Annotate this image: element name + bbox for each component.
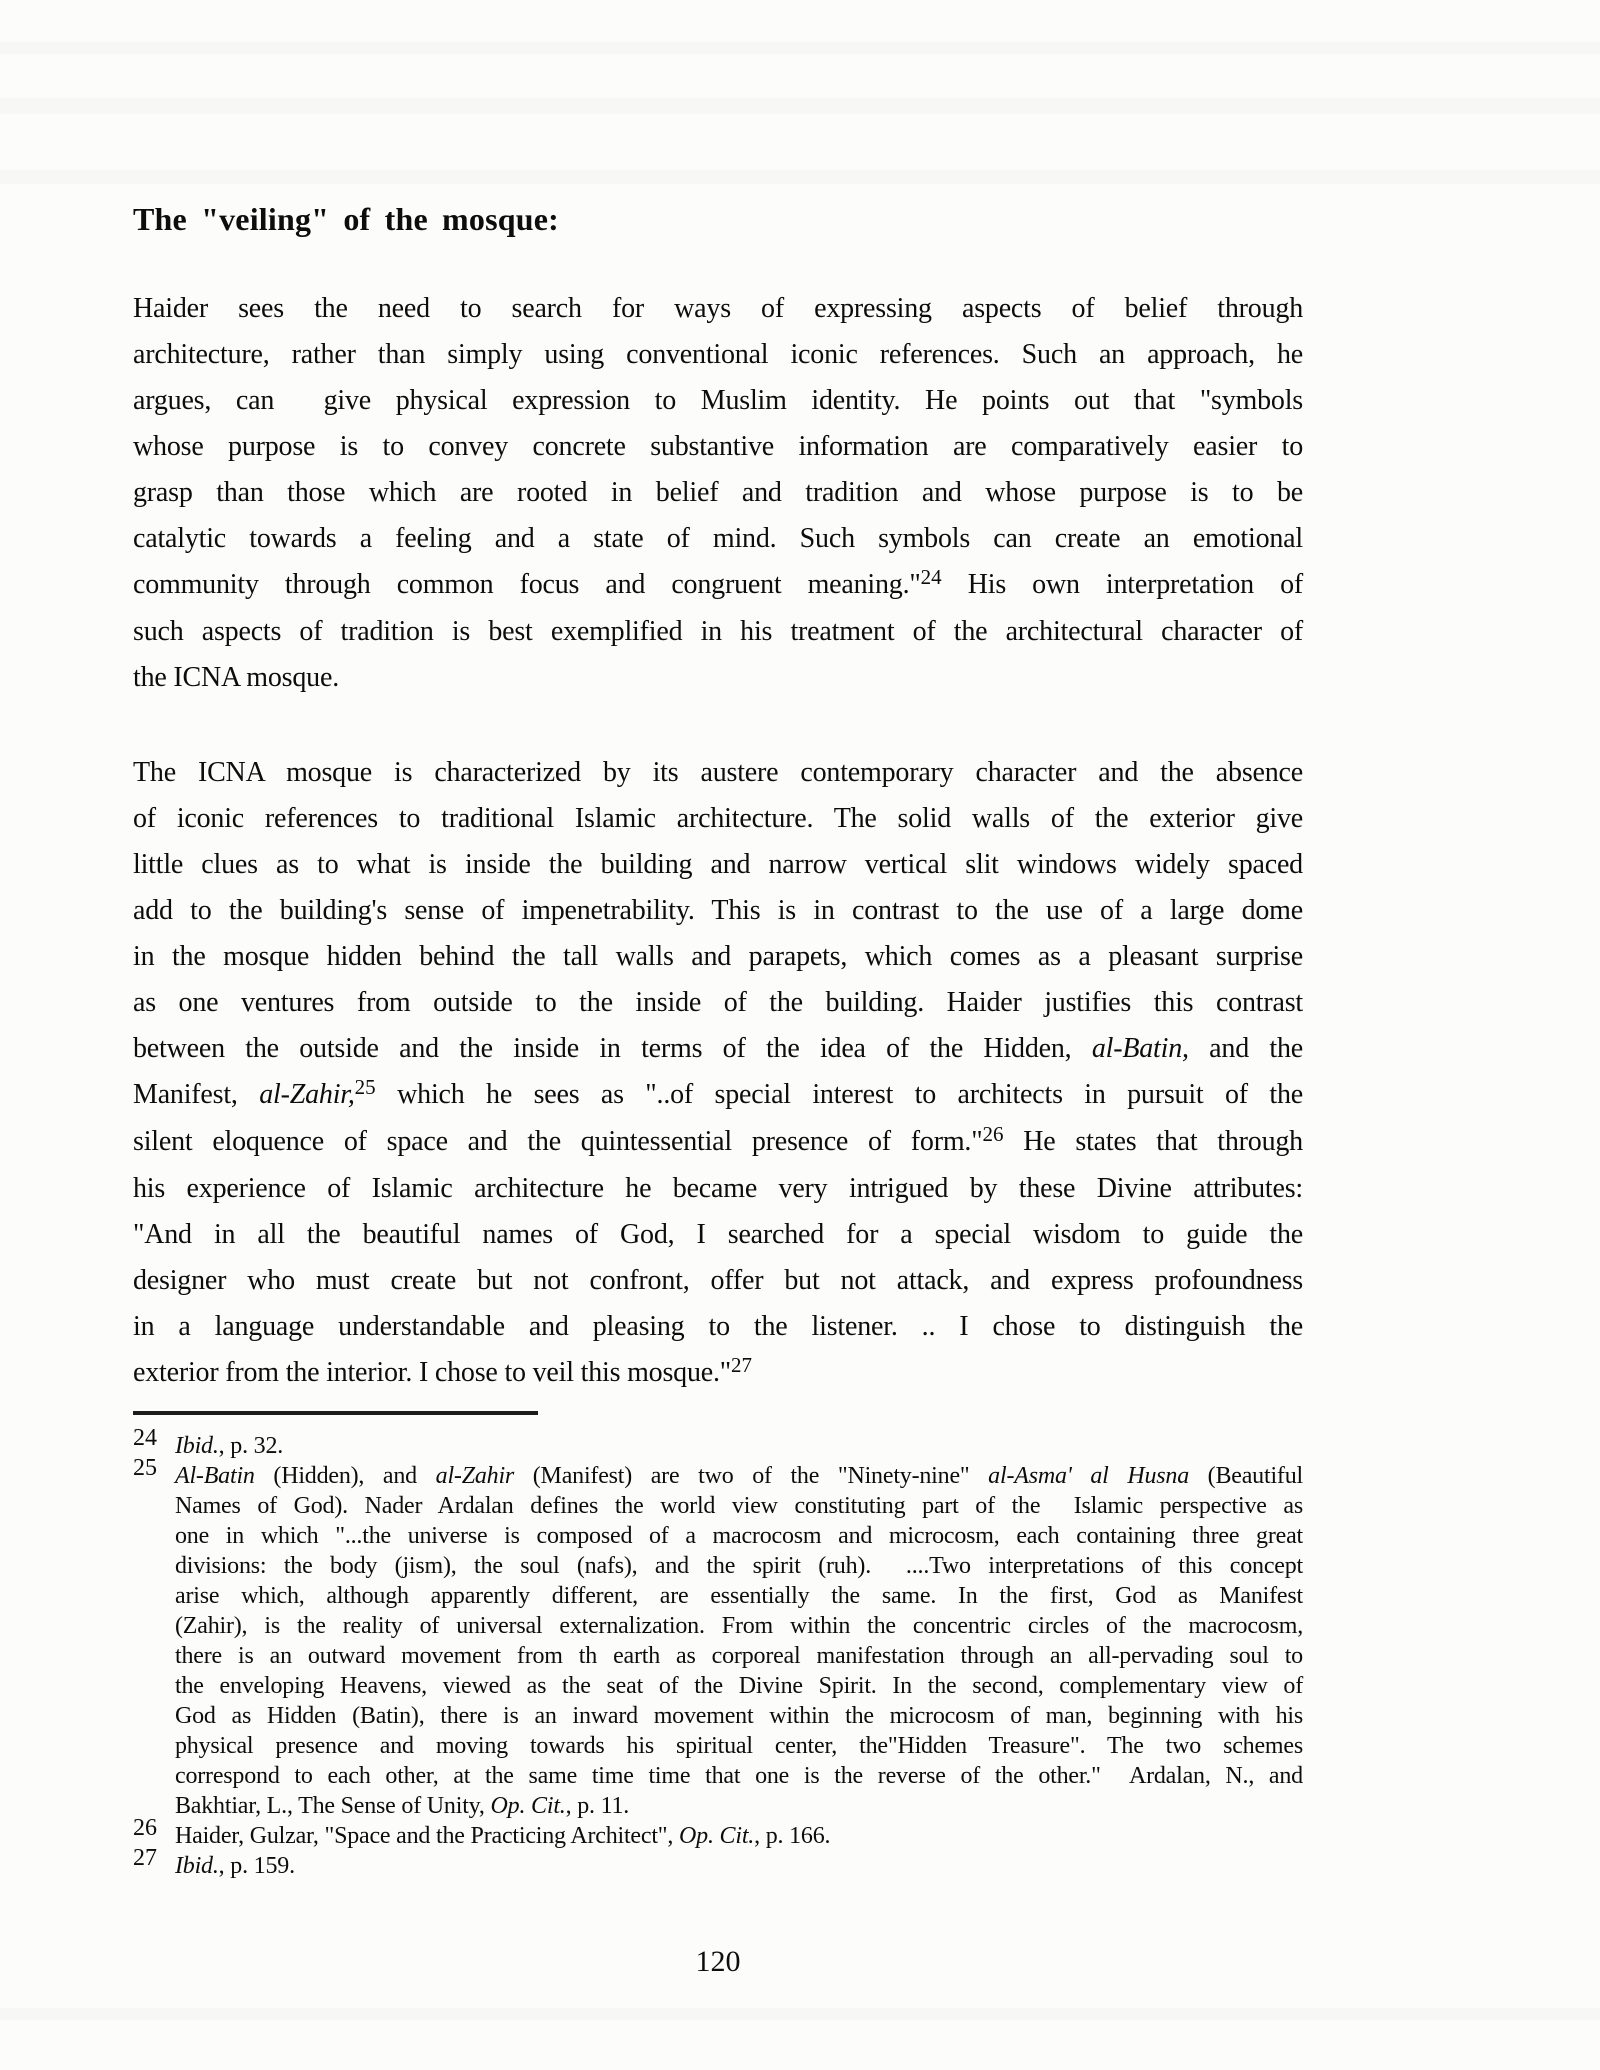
text-line: silent eloquence of space and the quintessential presence of form."$^{26}$ He states that through: [133, 1121, 1303, 1157]
footnote-24: [133, 1425, 1303, 1461]
text-line: in the mosque hidden behind the tall walls and parapets, which comes as a pleasant surprise: [133, 941, 1303, 972]
footnote-number: 27: [133, 1845, 157, 1871]
text-line: in a language understandable and pleasing to the listener. .. I chose to distinguish the: [133, 1311, 1303, 1342]
text-line: (Zahir), is the reality of universal externalization. From within the concentric circles of the macrocosm,: [175, 1613, 1303, 1639]
footnote-27: [133, 1845, 1303, 1881]
page-number: 120: [695, 1945, 741, 1978]
text-line: designer who must create but not confront, offer but not attack, and express profoundness: [133, 1265, 1303, 1296]
text-line: architecture, rather than simply using conventional iconic references. Such an approach, he: [133, 339, 1303, 370]
footnotes-section: [133, 1425, 1303, 1881]
text-line: Manifest, al-Zahir,$^{25}$ which he sees as "..of special interest to architects in pursuit of the: [133, 1074, 1303, 1110]
text-line: such aspects of tradition is best exemplified in his treatment of the architectural character of: [133, 616, 1303, 647]
text-line: add to the building's sense of impenetrability. This is in contrast to the use of a large dome: [133, 895, 1303, 926]
text-line: argues, can give physical expression to Muslim identity. He points out that "symbols: [133, 385, 1303, 416]
text-line: the ICNA mosque.: [133, 662, 340, 693]
text-line: Ibid., p. 32.: [175, 1433, 284, 1459]
footnote-separator-rule: [133, 1411, 538, 1415]
footnote-number: 26: [133, 1815, 157, 1841]
text-line: one in which "...the universe is composed of a macrocosm and microcosm, each containing three great: [175, 1523, 1303, 1549]
scan-artifact: [0, 2008, 1600, 2020]
text-line: Names of God). Nader Ardalan defines the world view constituting part of the Islamic perspective as: [175, 1493, 1303, 1519]
text-line: his experience of Islamic architecture he became very intrigued by these Divine attributes:: [133, 1173, 1303, 1204]
text-line: whose purpose is to convey concrete substantive information are comparatively easier to: [133, 431, 1303, 462]
text-line: grasp than those which are rooted in belief and tradition and whose purpose is to be: [133, 477, 1303, 508]
footnote-25: [133, 1455, 1303, 1821]
text-line: Haider, Gulzar, "Space and the Practicing Architect", Op. Cit., p. 166.: [175, 1823, 831, 1849]
paragraph-1: [133, 286, 1303, 701]
text-line: between the outside and the inside in terms of the idea of the Hidden, al-Batin, and the: [133, 1033, 1303, 1064]
text-line: correspond to each other, at the same time time that one is the reverse of the other." Ardalan, N., and: [175, 1763, 1303, 1789]
section-heading: The "veiling" of the mosque:: [133, 201, 560, 237]
text-line: physical presence and moving towards his spiritual center, the"Hidden Treasure". The two schemes: [175, 1733, 1303, 1759]
footnote-marker: 24: [920, 564, 942, 589]
text-line: Al-Batin (Hidden), and al-Zahir (Manifest) are two of the "Ninety-nine" al-Asma' al Husna (Beautiful: [175, 1463, 1303, 1489]
text-line: divisions: the body (jism), the soul (nafs), and the spirit (ruh). ....Two interpretations of this concept: [175, 1553, 1303, 1579]
text-line: God as Hidden (Batin), there is an inward movement within the microcosm of man, beginning with his: [175, 1703, 1303, 1729]
text-line: Ibid., p. 159.: [175, 1853, 295, 1879]
text-line: exterior from the interior. I chose to veil this mosque."$^{27}$: [133, 1352, 752, 1388]
text-line: catalytic towards a feeling and a state of mind. Such symbols can create an emotional: [133, 523, 1303, 554]
text-line: there is an outward movement from th earth as corporeal manifestation through an all-pervading soul to: [175, 1643, 1303, 1669]
footnote-marker: 26: [982, 1121, 1004, 1146]
text-line: The ICNA mosque is characterized by its austere contemporary character and the absence: [133, 757, 1303, 788]
paragraph-2: [133, 750, 1303, 1397]
text-line: as one ventures from outside to the inside of the building. Haider justifies this contrast: [133, 987, 1303, 1018]
text-block: [133, 0, 1303, 1979]
footnote-marker: 25: [354, 1074, 376, 1099]
footnote-26: [133, 1815, 1303, 1851]
text-line: of iconic references to traditional Islamic architecture. The solid walls of the exterior give: [133, 803, 1303, 834]
text-line: Haider sees the need to search for ways of expressing aspects of belief through: [133, 293, 1303, 324]
footnote-number: 25: [133, 1455, 157, 1481]
text-line: the enveloping Heavens, viewed as the seat of the Divine Spirit. In the second, complementary view of: [175, 1673, 1303, 1699]
text-line: "And in all the beautiful names of God, I searched for a special wisdom to guide the: [133, 1219, 1303, 1250]
text-line: arise which, although apparently different, are essentially the same. In the first, God as Manifest: [175, 1583, 1303, 1609]
text-line: little clues as to what is inside the building and narrow vertical slit windows widely spaced: [133, 849, 1303, 880]
text-line: community through common focus and congruent meaning."$^{24}$ His own interpretation of: [133, 564, 1303, 600]
footnote-number: 24: [133, 1425, 157, 1451]
text-line: Bakhtiar, L., The Sense of Unity, Op. Cit., p. 11.: [175, 1793, 630, 1819]
footnote-marker: 27: [731, 1352, 752, 1377]
